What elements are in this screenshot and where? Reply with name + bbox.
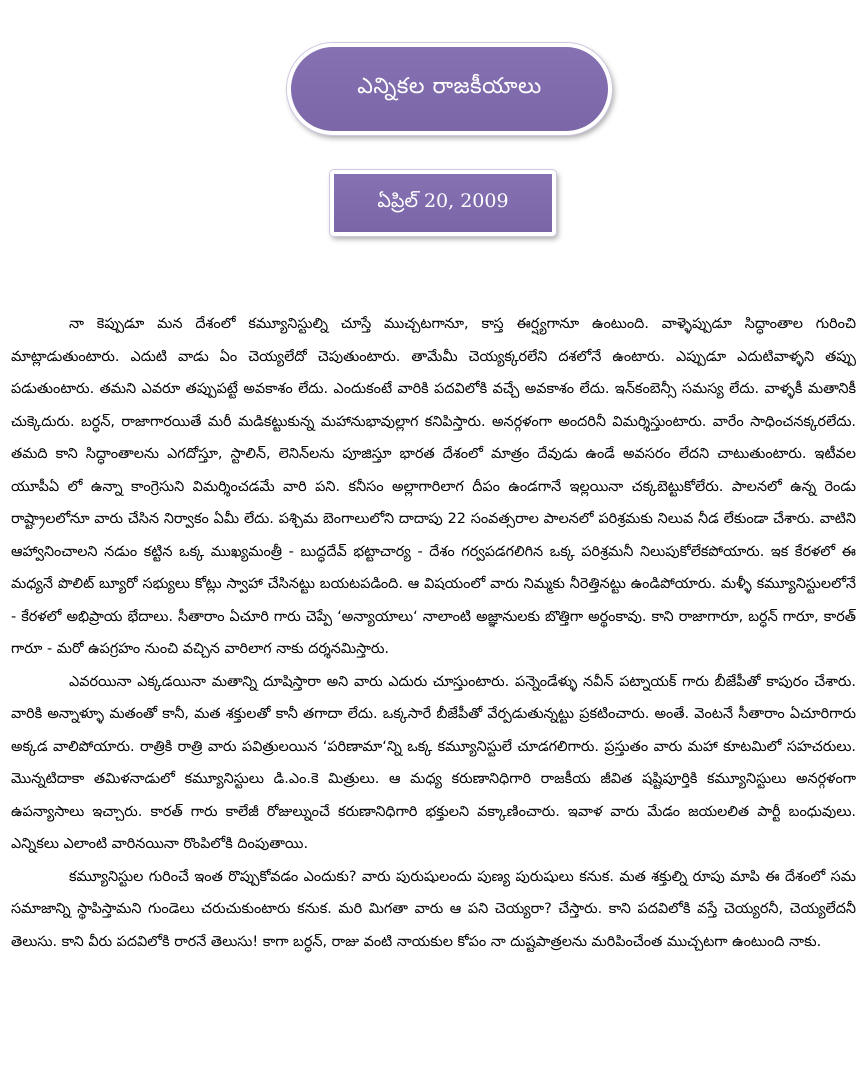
article-paragraph-1: నా కెప్పుడూ మన దేశంలో కమ్యూనిస్టుల్ని చూస్తే ముచ్చటగానూ, కాస్త ఈర్ష్యగానూ ఉంటుంది. వాళ్ళెప్పుడూ సిద్ధాంతాల గురించి మాట్లాడుతుంటారు. ఎదుటి వాడు ఏం చెయ్యలేదో చెపుతుంటారు. తామేమీ చెయ్యక్కరలేని దశలోనే ఉంటారు. ఎప్పుడూ ఎదుటివాళ్ళని తప్పు పడుతుంటారు. తమని ఎవరూ తప్పుపట్టే అవకాశం లేదు. ఎందుకంటే వారికి పదవిలోకి వచ్చే అవకాశం లేదు. ఇన్‌కంబెన్సీ సమస్య లేదు. వాళ్ళకీ మతానికీ చుక్కెదురు. బర్ధన్, రాజాగారయితే మరీ మడికట్టుకున్న మహానుభావుల్లాగ కనిపిస్తారు. అనర్గళంగా అందరినీ విమర్శిస్తుంటారు. వారేం సాధించనక్కరలేదు. తమది కాని సిద్ధాంతాలను ఎగదోస్తూ, స్టాలిన్, లెనిన్‌లను పూజిస్తూ భారత దేశంలో మాత్రం దేవుడు ఉండే అవసరం లేదని చాటుతుంటారు. ఇటీవల యూపీఏ లో ఉన్నా కాంగ్రెసుని విమర్శించడమే వారి పని. కనీసం అల్లాగారిలాగ దీపం ఉండగానే ఇల్లయినా చక్కబెట్టుకోలేరు. పాలనలో ఉన్న రెండు రాష్ట్రాలలోనూ వారు చేసిన నిర్వాకం ఏమీ లేదు. పశ్చిమ బెంగాలులోని దాదాపు 22 సంవత్సరాల పాలనలో పరిశ్రమకు నిలువ నీడ లేకుండా చేశారు. వాటిని ఆహ్వానించాలని నడుం కట్టిన ఒక్క ముఖ్యమంత్రీ - బుద్ధదేవ్ భట్టాచార్య - దేశం గర్వపడగలిగిన ఒక్క పరిశ్రమనీ నిలుపుకోలేకపోయారు. ఇక కేరళలో ఈ మధ్యనే పొలిట్ బ్యూరో సభ్యులు కోట్లు స్వాహా చేసినట్టు బయటపడింది. ఆ విషయంలో వారు నిమ్మకు నీరెత్తినట్టు ఉండిపోయారు. మళ్ళీ కమ్యూనిస్టులలోనే - కేరళలో అభిప్రాయ భేదాలు. సీతారాం ఏచూరి గారు చెప్పే ‘అన్యాయాలు‘ నాలాంటి అజ్ఞానులకు బొత్తిగా అర్థంకావు. కాని రాజాగారూ, బర్ధన్ గారూ, కారత్ గారూ - మరో ఉపగ్రహం నుంచి వచ్చిన వారిలాగ నాకు దర్శనమిస్తారు. [11, 316, 856, 657]
article-paragraph-2: ఎవరయినా ఎక్కడయినా మతాన్ని దూషిస్తారా అని వారు ఎదురు చూస్తుంటారు. పన్నెండేళ్ళు నవీన్ పట్నాయక్ గారు బీజేపీతో కాపురం చేశారు. వారికి అన్నాళ్ళూ మతంతో కానీ, మత శక్తులతో కానీ తగాదా లేదు. ఒక్కసారే బీజేపీతో వేర్పడుతున్నట్టు ప్రకటించారు. అంతే. వెంటనే సీతారాం ఏచూరిగారు అక్కడ వాలిపోయారు. రాత్రికి రాత్రి వారు పవిత్రులయిన ‘పరిణామా‘న్ని ఒక్క కమ్యూనిస్టులే చూడగలిగారు. ప్రస్తుతం వారు మహా కూటమిలో సహచరులు. మొన్నటిదాకా తమిళనాడులో కమ్యూనిస్టులు డి.ఎం.కె మిత్రులు. ఆ మధ్య కరుణానిధిగారి రాజకీయ జీవిత షష్టిపూర్తికి కమ్యూనిస్టులు అనర్గళంగా ఉపన్యాసాలు ఇచ్చారు. కారత్ గారు కాలేజీ రోజుల్నుంచే కరుణానిధిగారి భక్తులని వక్కాణించారు. ఇవాళ వారు మేడం జయలలిత పార్టీ బంధువులు. ఎన్నికలు ఎలాంటి వారినయినా రొంపిలోకి దింపుతాయి. [11, 673, 856, 852]
page-title: ఎన్నికల రాజకీయాలు [357, 74, 542, 99]
article-paragraph-3: కమ్యూనిస్టుల గురించే ఇంత రొప్పుకోవడం ఎందుకు? వారు పురుషులందు పుణ్య పురుషులు కనుక. మత శక్తుల్ని రూపు మాపి ఈ దేశంలో సమ సమాజాన్ని స్థాపిస్తామని గుండెలు చరుచుకుంటారు కనుక. మరి మిగతా వారు ఆ పని చెయ్యరా? చేస్తారు. కాని పదవిలోకి వస్తే చెయ్యరనీ, చెయ్యలేదనీ తెలుసు. కాని వీరు పదవిలోకి రారనే తెలుసు! కాగా బర్ధన్, రాజు వంటి నాయకుల కోపం నా దుష్టపాత్రలను మరిపించేంత ముచ్చటగా ఉంటుంది నాకు. [11, 868, 856, 950]
post-date: ఏప్రిల్ 20, 2009 [377, 189, 509, 212]
date-banner [330, 170, 556, 236]
page-title-banner [287, 43, 612, 135]
article-body [11, 308, 856, 958]
